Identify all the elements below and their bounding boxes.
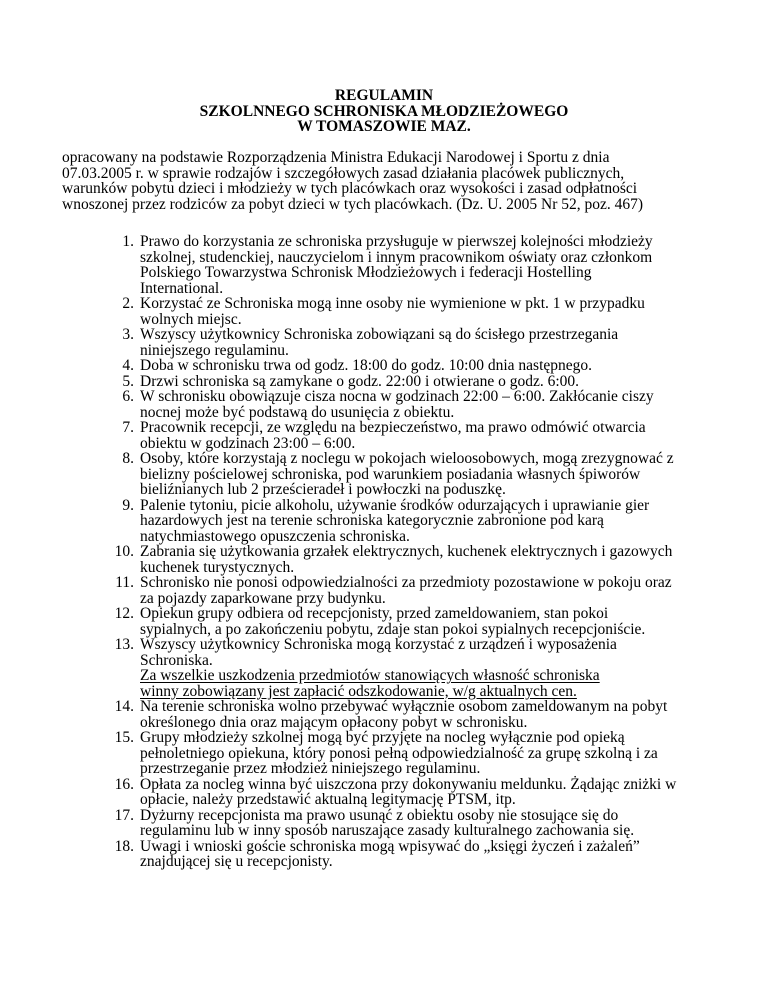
rule-number: 13.	[114, 636, 134, 653]
rule-text-line: niniejszego regulaminu.	[140, 341, 289, 359]
rule-text-line: za pojazdy zaparkowane przy budynku.	[140, 589, 386, 607]
rule-number: 14.	[114, 698, 134, 715]
rule-item	[62, 389, 712, 420]
rule-text-line: szkolnej, studenckiej, nauczycielom i innym pracownikom oświaty oraz członkom	[140, 248, 653, 266]
rules-list	[62, 234, 712, 870]
rule-text-line: opłacie, należy przedstawić aktualną legitymację PTSM, itp.	[140, 791, 516, 808]
intro-line: 07.03.2005 r. w sprawie rodzajów i szczegółowych zasad działania placówek publicznych,	[62, 164, 625, 182]
rule-text-line: bielizny pościelowej schroniska, pod warunkiem posiadania własnych śpiworów	[140, 465, 641, 483]
rule-text-line: przestrzeganie przez młodzież niniejszego regulaminu.	[140, 760, 481, 777]
rule-number: 1.	[122, 233, 134, 250]
rule-text-line: Grupy młodzieży szkolnej mogą być przyjęte na nocleg wyłącznie pod opieką	[140, 729, 625, 746]
rule-text-line: Schronisko nie ponosi odpowiedzialności za przedmioty pozostawione w pokoju oraz	[140, 574, 672, 591]
intro-line: wnoszonej przez rodziców za pobyt dzieci w tych placówkach. (Dz. U. 2005 Nr 52, poz. 467)	[62, 195, 644, 213]
rule-text-line: W schronisku obowiązuje cisza nocna w godzinach 22:00 – 6:00. Zakłócanie ciszy	[140, 388, 654, 405]
rule-number: 17.	[114, 806, 134, 824]
rule-number: 10.	[114, 543, 134, 560]
rule-underlined-line: winny zobowiązany jest zapłacić odszkodowanie, w/g aktualnych cen.	[140, 682, 577, 700]
rule-text-line: sypialnych, a po zakończeniu pobytu, zdaje stan pokoi sypialnych recepcjoniście.	[140, 620, 646, 638]
rule-item	[62, 420, 712, 451]
rule-text-line: wolnych miejsc.	[140, 310, 242, 328]
rule-text-line: Wszyscy użytkownicy Schroniska zobowiązani są do ścisłego przestrzegania	[140, 326, 619, 343]
rule-text-line: obiektu w godzinach 23:00 – 6:00.	[140, 434, 356, 452]
rule-text-line: hazardowych jest na terenie schroniska kategorycznie zabronione pod karą	[140, 512, 604, 529]
rule-number: 9.	[122, 496, 134, 514]
rule-text-line: Doba w schronisku trwa od godz. 18:00 do godz. 10:00 dnia następnego.	[140, 357, 593, 374]
rule-text-line: kuchenek turystycznych.	[140, 558, 295, 576]
rule-number: 15.	[114, 729, 134, 746]
rule-item	[62, 374, 712, 390]
intro-paragraph	[62, 150, 712, 212]
rule-text-line: regulaminu lub w inny sposób naruszające zasady kulturalnego zachowania się.	[140, 822, 635, 839]
rule-item	[62, 498, 712, 545]
rule-item	[62, 544, 712, 575]
rule-text-line: Palenie tytoniu, picie alkoholu, używanie środków odurzających i uprawianie gier	[140, 496, 650, 514]
rule-number: 7.	[122, 419, 134, 436]
rule-text-line: znajdującej się u recepcjonisty.	[140, 853, 333, 870]
title-line-2: SZKOLNNEGO SCHRONISKA MŁODZIEŻOWEGO	[199, 102, 569, 120]
rule-item	[62, 808, 712, 839]
rule-number: 18.	[114, 837, 134, 855]
rule-text-line: Opłata za nocleg winna być uiszczona przy dokonywaniu meldunku. Żądając zniżki w	[140, 775, 677, 793]
rule-number: 8.	[122, 450, 134, 467]
rule-text-line: Pracownik recepcji, ze względu na bezpieczeństwo, ma prawo odmówić otwarcia	[140, 419, 646, 436]
rule-number: 12.	[114, 605, 134, 622]
rule-number: 5.	[122, 372, 134, 390]
rule-text-line: Dyżurny recepcjonista ma prawo usunąć z obiektu osoby nie stosujące się do	[140, 806, 619, 824]
rule-item	[62, 606, 712, 637]
rule-item	[62, 296, 712, 327]
rule-number: 4.	[122, 357, 134, 374]
rule-text-line: Na terenie schroniska wolno przebywać wyłącznie osobom zameldowanym na pobyt	[140, 698, 668, 715]
rule-text-line: Opiekun grupy odbiera od recepcjonisty, przed zameldowaniem, stan pokoi	[140, 605, 609, 622]
rule-text-line: Drzwi schroniska są zamykane o godz. 22:00 i otwierane o godz. 6:00.	[140, 372, 580, 390]
intro-line: opracowany na podstawie Rozporządzenia Ministra Edukacji Narodowej i Sportu z dnia	[62, 149, 610, 166]
rule-underlined-line: Za wszelkie uszkodzenia przedmiotów stanowiących własność schroniska	[140, 667, 600, 684]
rule-text-line: Polskiego Towarzystwa Schronisk Młodzieżowych i federacji Hostelling	[140, 264, 592, 281]
rule-item	[62, 730, 712, 777]
rule-number: 6.	[122, 388, 134, 405]
rule-text-line: określonego dnia oraz mającym opłacony pobyt w schronisku.	[140, 713, 528, 731]
rule-item	[62, 777, 712, 808]
rule-item	[62, 839, 712, 870]
rule-item	[62, 699, 712, 730]
intro-line: warunków pobytu dzieci i młodzieży w tych placówkach oraz wysokości i zasad odpłatności	[62, 180, 638, 197]
rule-number: 2.	[122, 295, 134, 312]
rule-text-line: natychmiastowego opuszczenia schroniska.	[140, 527, 410, 545]
rule-item	[62, 358, 712, 374]
rule-number: 11.	[115, 574, 134, 591]
rule-text-line: nocnej może być podstawą do usunięcia z obiektu.	[140, 403, 455, 421]
rule-item	[62, 327, 712, 358]
title-line-3: W TOMASZOWIE MAZ.	[297, 118, 471, 135]
rule-text-line: Korzystać ze Schroniska mogą inne osoby nie wymienione w pkt. 1 w przypadku	[140, 295, 645, 312]
rule-number: 16.	[114, 775, 134, 793]
rule-number: 3.	[122, 326, 134, 343]
rule-text-line: Uwagi i wnioski goście schroniska mogą wpisywać do „księgi życzeń i zażaleń”	[140, 837, 640, 855]
rule-item	[62, 637, 712, 699]
document-title	[0, 88, 768, 135]
rule-text-line: bieliźnianych lub 2 prześcieradeł i powłoczki na poduszkę.	[140, 481, 506, 498]
rule-item	[62, 234, 712, 296]
title-line-1: REGULAMIN	[334, 87, 434, 104]
rule-text-line: Osoby, które korzystają z noclegu w pokojach wieloosobowych, mogą zrezygnować z	[140, 450, 674, 467]
rule-text-line: Zabrania się użytkowania grzałek elektrycznych, kuchenek elektrycznych i gazowych	[140, 543, 673, 560]
rule-text-line: pełnoletniego opiekuna, który ponosi pełną odpowiedzialność za grupę szkolną i za	[140, 744, 658, 762]
rule-item	[62, 451, 712, 498]
rule-text-line: Wszyscy użytkownicy Schroniska mogą korzystać z urządzeń i wyposażenia	[140, 636, 617, 653]
rule-text-line: International.	[140, 279, 224, 297]
rule-text-line: Prawo do korzystania ze schroniska przysługuje w pierwszej kolejności młodzieży	[140, 233, 653, 250]
rule-item	[62, 575, 712, 606]
rule-text-line: Schroniska.	[140, 651, 213, 669]
